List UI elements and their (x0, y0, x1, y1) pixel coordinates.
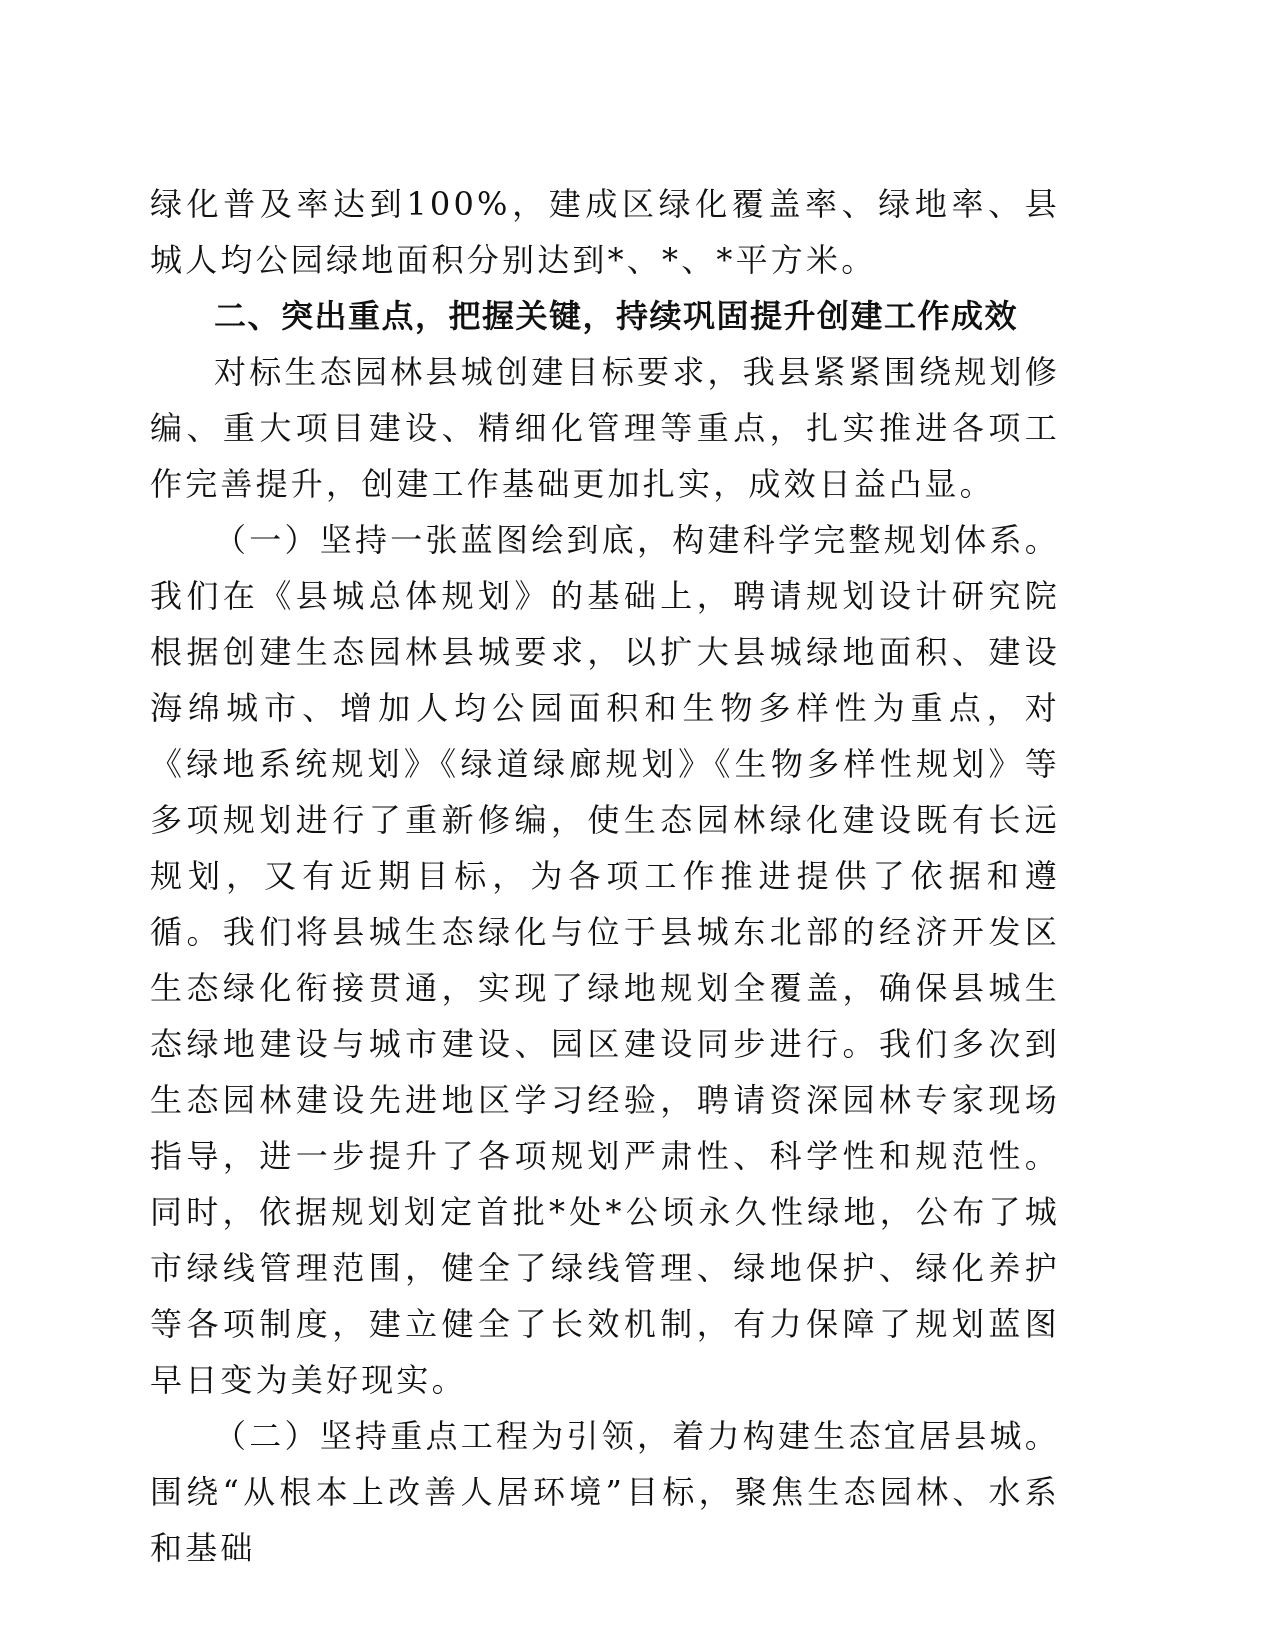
document-page (150, 176, 1060, 1576)
paragraph-key-projects: （二）坚持重点工程为引领，着力构建生态宜居县城。围绕“从根本上改善人居环境”目标，聚焦生态园林、水系和基础 (150, 1417, 1060, 1567)
paragraph-planning: （一）坚持一张蓝图绘到底，构建科学完整规划体系。我们在《县城总体规划》的基础上，聘请规划设计研究院根据创建生态园林县城要求，以扩大县城绿地面积、建设海绵城市、增加人均公园面积和生物多样性为重点，对《绿地系统规划》《绿道绿廊规划》《生物多样性规划》等多项规划进行了重新修编，使生态园林绿化建设既有长远规划，又有近期目标，为各项工作推进提供了依据和遵循。我们将县城生态绿化与位于县城东北部的经济开发区生态绿化衔接贯通，实现了绿地规划全覆盖，确保县城生态绿地建设与城市建设、园区建设同步进行。我们多次到生态园林建设先进地区学习经验，聘请资深园林专家现场指导，进一步提升了各项规划严肃性、科学性和规范性。同时，依据规划划定首批*处*公顷永久性绿地，公布了城市绿线管理范围，健全了绿线管理、绿地保护、绿化养护等各项制度，建立健全了长效机制，有力保障了规划蓝图早日变为美好现实。 (150, 521, 1060, 1399)
paragraph-greening-rate: 绿化普及率达到100%，建成区绿化覆盖率、绿地率、县城人均公园绿地面积分别达到*、*、*平方米。 (150, 185, 1060, 279)
section-heading-2: 二、突出重点，把握关键，持续巩固提升创建工作成效 (214, 297, 1019, 335)
paragraph-intro: 对标生态园林县城创建目标要求，我县紧紧围绕规划修编、重大项目建设、精细化管理等重点，扎实推进各项工作完善提升，创建工作基础更加扎实，成效日益凸显。 (150, 353, 1060, 503)
